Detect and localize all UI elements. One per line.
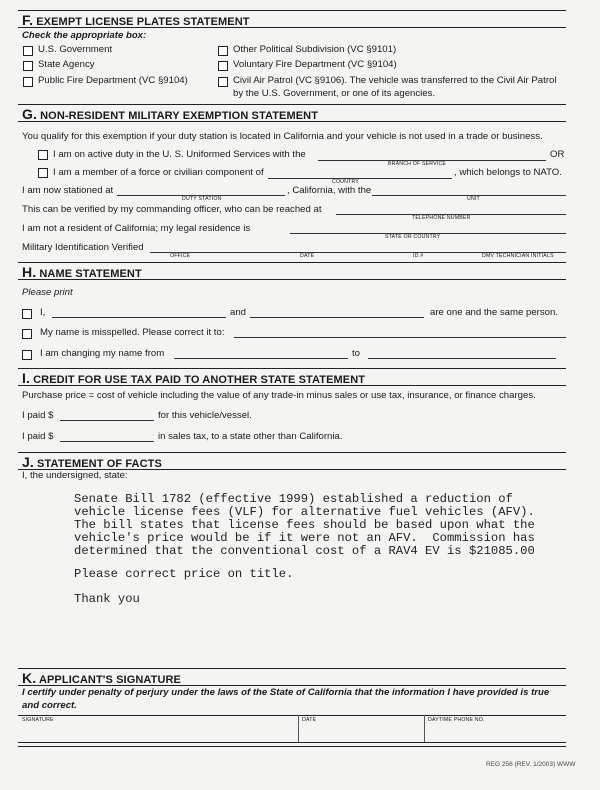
or-label: OR (550, 149, 565, 160)
office-caption: OFFICE (170, 253, 191, 259)
nato-label: , which belongs to NATO. (454, 167, 562, 178)
section-h-rule (18, 279, 566, 280)
correct-price-line: Please correct price on title. (74, 567, 294, 581)
civil-air-patrol-label-1: Civil Air Patrol (VC §9106). The vehicle was transferred to the Civil Air Patrol (233, 75, 557, 86)
dmv-initials-caption: DMV TECHNICIAN INITIALS (482, 253, 554, 259)
to-label: to (352, 348, 361, 359)
active-duty-checkbox[interactable] (38, 150, 48, 160)
name-field-2[interactable] (250, 317, 424, 318)
signature-date-field[interactable] (300, 722, 422, 740)
other-political-label: Other Political Subdivision (VC §9101) (233, 44, 397, 55)
name-change-checkbox[interactable] (22, 350, 32, 360)
and-label: and (230, 307, 247, 318)
section-h-top-rule (18, 262, 566, 263)
country-caption: COUNTRY (332, 179, 359, 185)
signature-box-bottom (18, 742, 566, 743)
us-government-label: U.S. Government (38, 44, 113, 55)
nato-member-label: I am a member of a force or civilian component of (53, 167, 264, 178)
name-field-1[interactable] (52, 317, 226, 318)
sales-tax-amount-field[interactable] (60, 441, 154, 442)
section-k-rule (18, 685, 566, 686)
section-i-rule (18, 385, 566, 386)
public-fire-label: Public Fire Department (VC §9104) (38, 75, 188, 86)
section-j-letter: J. (22, 454, 34, 470)
same-person-label: are one and the same person. (430, 307, 559, 318)
purchase-price-text: Purchase price = cost of vehicle including the value of any trade-in minus sales or use tax, insurance, or finance charges. (22, 390, 536, 401)
section-f-title: EXEMPT LICENSE PLATES STATEMENT (36, 16, 250, 28)
section-g-heading (22, 106, 318, 122)
signature-box-top (18, 715, 566, 716)
i-label: I, (40, 307, 46, 318)
section-j-title: STATEMENT OF FACTS (37, 458, 162, 470)
date-caption-k: DATE (302, 717, 317, 723)
please-print-label: Please print (22, 287, 73, 298)
facts-line-1: Senate Bill 1782 (effective 1999) established a reduction of (74, 492, 513, 506)
section-h-letter: H. (22, 264, 37, 280)
state-country-caption: STATE OR COUNTRY (385, 234, 441, 240)
country-field[interactable] (268, 178, 452, 179)
telephone-caption: TELEPHONE NUMBER (412, 215, 471, 221)
facts-line-2: vehicle license fees (VLF) for alternative fuel vehicles (AFV). (74, 505, 535, 519)
thank-you-line: Thank you (74, 592, 140, 606)
california-with-label: , California, with the (287, 185, 372, 196)
section-i-title: CREDIT FOR USE TAX PAID TO ANOTHER STATE STATEMENT (33, 374, 366, 386)
id-caption: ID # (413, 253, 424, 259)
military-id-label: Military Identification Verified (22, 242, 144, 253)
section-f-rule (18, 27, 566, 28)
section-k-letter: K. (22, 670, 37, 686)
old-name-field[interactable] (174, 358, 348, 359)
active-duty-label: I am on active duty in the U. S. Uniformed Services with the (53, 149, 306, 160)
signature-divider-1 (298, 715, 299, 742)
section-h-title: NAME STATEMENT (39, 268, 142, 280)
section-k-heading (22, 670, 181, 686)
civil-air-patrol-label-2: by the U.S. Government, or one of its agencies. (233, 88, 436, 99)
section-h-heading (22, 264, 142, 280)
branch-of-service-caption: BRANCH OF SERVICE (388, 161, 447, 167)
certify-line-1: I certify under penalty of perjury under the laws of the State of California that the information I have provided is true (22, 687, 550, 698)
signature-field[interactable] (22, 722, 296, 740)
volunteer-fire-checkbox[interactable] (218, 61, 228, 71)
daytime-phone-field[interactable] (426, 722, 566, 740)
other-political-checkbox[interactable] (218, 46, 228, 56)
section-j-heading (22, 454, 162, 470)
certify-line-2: and correct. (22, 700, 77, 711)
paid-label-1: I paid $ (22, 410, 54, 421)
misspelled-label: My name is misspelled. Please correct it to: (40, 327, 225, 338)
paid-label-2: I paid $ (22, 431, 54, 442)
section-i-heading (22, 370, 365, 386)
stationed-label: I am now stationed at (22, 185, 114, 196)
section-f-instruction: Check the appropriate box: (22, 30, 147, 41)
signature-box-bottom-double (18, 746, 566, 747)
section-f-top-rule (18, 10, 566, 11)
corrected-name-field[interactable] (234, 337, 566, 338)
facts-line-4: vehicle's price would be if it were not an AFV. Commission has (74, 531, 535, 545)
section-g-letter: G. (22, 106, 37, 122)
section-g-intro: You qualify for this exemption if your duty station is located in California and your vehicle is not used in a trade or business. (22, 131, 543, 142)
form-number: REG 256 (REV. 1/2003) WWW (486, 761, 576, 768)
for-vehicle-label: for this vehicle/vessel. (158, 410, 252, 421)
facts-line-3: The bill states that license fees should be based upon what the (74, 518, 535, 532)
purchase-amount-field[interactable] (60, 420, 154, 421)
section-g-rule (18, 121, 566, 122)
us-government-checkbox[interactable] (23, 46, 33, 56)
state-agency-label: State Agency (38, 59, 95, 70)
section-f-letter: F. (22, 12, 34, 28)
section-k-title: APPLICANT'S SIGNATURE (38, 674, 181, 686)
duty-station-caption: DUTY STATION (182, 196, 222, 202)
civil-air-patrol-checkbox[interactable] (218, 77, 228, 87)
verified-label: This can be verified by my commanding officer, who can be reached at (22, 204, 322, 215)
section-j-top-rule (18, 452, 566, 453)
state-agency-checkbox[interactable] (23, 61, 33, 71)
phone-caption: DAYTIME PHONE NO. (428, 717, 485, 723)
section-f-heading (22, 12, 250, 28)
new-name-field[interactable] (368, 358, 556, 359)
public-fire-checkbox[interactable] (23, 77, 33, 87)
undersigned-label: I, the undersigned, state: (22, 470, 128, 481)
section-g-top-rule (18, 104, 566, 105)
section-i-letter: I. (22, 370, 30, 386)
date-caption-g: DATE (300, 253, 315, 259)
facts-line-5: determined that the conventional cost of a RAV4 EV is $21085.00 (74, 544, 535, 558)
not-resident-label: I am not a resident of California; my legal residence is (22, 223, 251, 234)
unit-caption: UNIT (467, 196, 480, 202)
signature-caption: SIGNATURE (22, 717, 54, 723)
section-g-title: NON-RESIDENT MILITARY EXEMPTION STATEMENT (40, 110, 319, 122)
changing-from-label: I am changing my name from (40, 348, 165, 359)
nato-member-checkbox[interactable] (38, 168, 48, 178)
misspelled-checkbox[interactable] (22, 329, 32, 339)
sales-tax-label: in sales tax, to a state other than California. (158, 431, 343, 442)
volunteer-fire-label: Voluntary Fire Department (VC §9104) (233, 59, 397, 70)
section-i-top-rule (18, 368, 566, 369)
same-person-checkbox[interactable] (22, 309, 32, 319)
signature-divider-2 (424, 715, 425, 742)
section-k-top-rule (18, 668, 566, 669)
